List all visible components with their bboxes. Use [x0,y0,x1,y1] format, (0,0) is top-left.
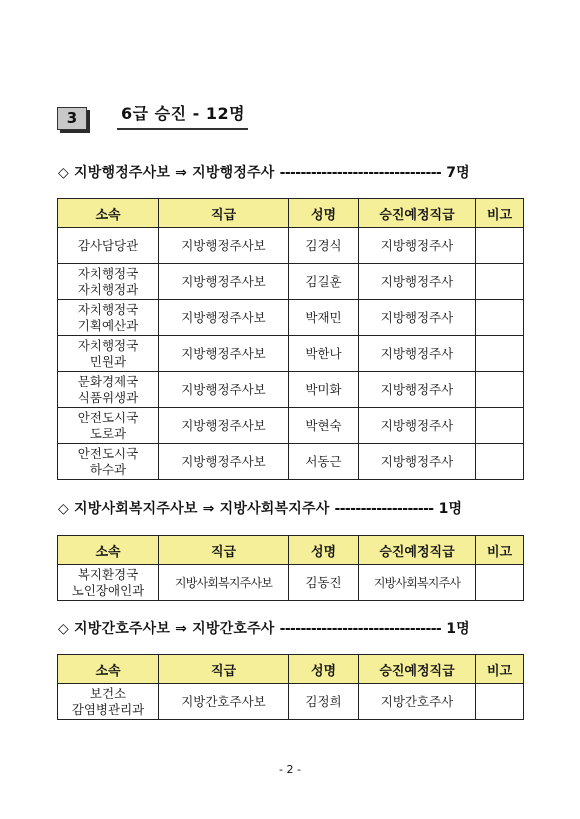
col-header-dept: 소속 [58,199,159,228]
col-header-note: 비고 [476,655,524,684]
group-heading-leader: ------------------- [334,501,434,517]
cell-note [476,372,524,408]
table-header-row [58,655,524,684]
table-row [58,444,524,480]
col-header-grade: 직급 [159,199,289,228]
cell-target: 지방사회복지주사 [359,565,476,601]
cell-name: 박재민 [289,300,359,336]
group-heading-count: 1명 [446,621,470,637]
cell-grade: 지방행정주사보 [159,336,289,372]
cell-dept: 보건소 감염병관리과 [58,684,159,720]
promotion-table [57,654,524,720]
cell-name: 김경식 [289,228,359,264]
cell-note [476,444,524,480]
group-heading-label: ◇ 지방간호주사보 ⇒ 지방간호주사 [58,621,275,637]
cell-name: 박미화 [289,372,359,408]
table-row [58,565,524,601]
table-header-row [58,536,524,565]
cell-target: 지방행정주사 [359,372,476,408]
col-header-name: 성명 [289,655,359,684]
group-heading-label: ◇ 지방행정주사보 ⇒ 지방행정주사 [58,165,275,181]
cell-name: 김정희 [289,684,359,720]
cell-dept: 문화경제국 식품위생과 [58,372,159,408]
cell-grade: 지방사회복지주사보 [159,565,289,601]
table-row [58,300,524,336]
cell-name: 박한나 [289,336,359,372]
table-row [58,372,524,408]
cell-grade: 지방행정주사보 [159,264,289,300]
col-header-note: 비고 [476,199,524,228]
cell-target: 지방행정주사 [359,408,476,444]
cell-note [476,228,524,264]
cell-grade: 지방행정주사보 [159,228,289,264]
col-header-target: 승진예정직급 [359,655,476,684]
section-number: 3 [57,107,87,130]
col-header-dept: 소속 [58,655,159,684]
cell-grade: 지방간호주사보 [159,684,289,720]
table-row [58,264,524,300]
cell-name: 서동근 [289,444,359,480]
cell-dept: 감사담당관 [58,228,159,264]
section-number-badge [57,107,87,130]
cell-target: 지방행정주사 [359,444,476,480]
cell-target: 지방행정주사 [359,264,476,300]
cell-note [476,565,524,601]
table-row [58,408,524,444]
group-heading [58,162,470,182]
col-header-note: 비고 [476,536,524,565]
cell-dept: 안전도시국 도로과 [58,408,159,444]
page-number: - 2 - [279,763,301,776]
group-heading [58,618,470,638]
col-header-target: 승진예정직급 [359,199,476,228]
col-header-target: 승진예정직급 [359,536,476,565]
cell-note [476,684,524,720]
cell-grade: 지방행정주사보 [159,372,289,408]
promotion-table [57,198,524,480]
cell-name: 김길훈 [289,264,359,300]
section-header [57,101,248,130]
col-header-name: 성명 [289,536,359,565]
col-header-grade: 직급 [159,536,289,565]
cell-target: 지방행정주사 [359,336,476,372]
col-header-name: 성명 [289,199,359,228]
cell-dept: 자치행정국 민원과 [58,336,159,372]
cell-dept: 안전도시국 하수과 [58,444,159,480]
cell-target: 지방행정주사 [359,228,476,264]
col-header-dept: 소속 [58,536,159,565]
group-heading-leader: ------------------------------- [279,621,442,637]
cell-note [476,408,524,444]
cell-dept: 자치행정국 자치행정과 [58,264,159,300]
cell-name: 김동진 [289,565,359,601]
group-heading-leader: ------------------------------- [279,165,442,181]
cell-grade: 지방행정주사보 [159,444,289,480]
cell-target: 지방간호주사 [359,684,476,720]
cell-dept: 자치행정국 기획예산과 [58,300,159,336]
group-heading [58,498,462,518]
group-heading-label: ◇ 지방사회복지주사보 ⇒ 지방사회복지주사 [58,501,330,517]
cell-grade: 지방행정주사보 [159,408,289,444]
col-header-grade: 직급 [159,655,289,684]
cell-note [476,336,524,372]
group-heading-count: 7명 [446,165,470,181]
table-header-row [58,199,524,228]
cell-grade: 지방행정주사보 [159,300,289,336]
promotion-table [57,535,524,601]
cell-note [476,300,524,336]
table-row [58,684,524,720]
table-row [58,336,524,372]
table-row [58,228,524,264]
cell-target: 지방행정주사 [359,300,476,336]
group-heading-count: 1명 [438,501,463,517]
cell-dept: 복지환경국 노인장애인과 [58,565,159,601]
cell-name: 박현숙 [289,408,359,444]
cell-note [476,264,524,300]
section-title: 6급 승진 - 12명 [117,101,248,130]
